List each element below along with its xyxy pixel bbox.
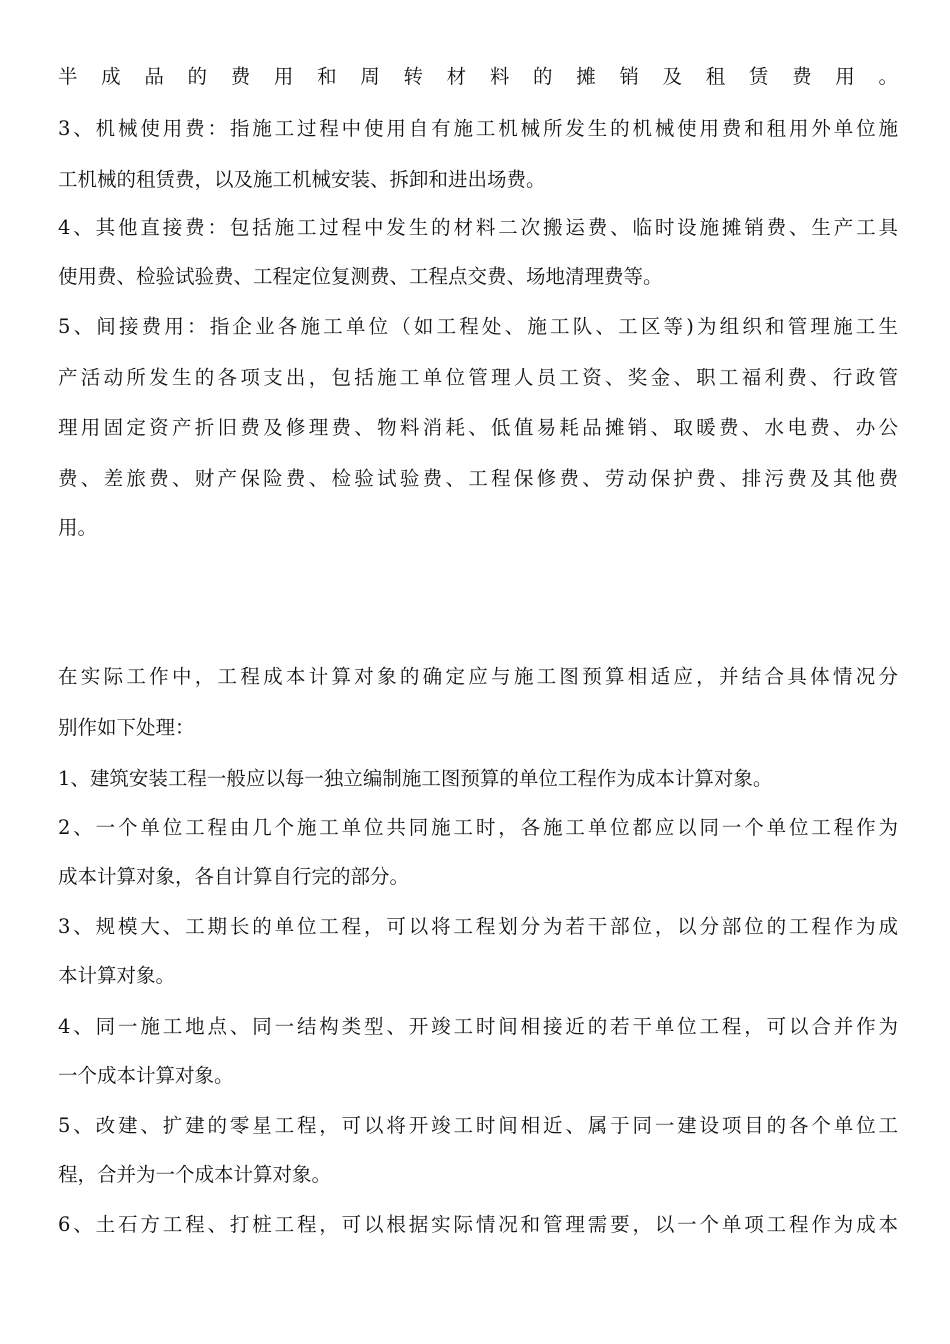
text-line: 别作如下处理：	[58, 716, 195, 739]
text-line: 4、同一施工地点、同一结构类型、开竣工时间相接近的若干单位工程，可以合并作为	[58, 1015, 898, 1038]
text-line: 半成品的费用和周转材料的摊销及租赁费用。	[58, 65, 898, 88]
text-line: 理用固定资产折旧费及修理费、物料消耗、低值易耗品摊销、取暖费、水电费、办公	[58, 416, 898, 439]
text-line: 成本计算对象，各自计算自行完的部分。	[58, 865, 410, 888]
text-line: 4、其他直接费：包括施工过程中发生的材料二次搬运费、临时设施摊销费、生产工具	[58, 216, 898, 239]
text-line: 5、改建、扩建的零星工程，可以将开竣工时间相近、属于同一建设项目的各个单位工	[58, 1114, 898, 1137]
text-line: 6、土石方工程、打桩工程，可以根据实际情况和管理需要，以一个单项工程作为成本	[58, 1213, 898, 1236]
text-line: 一个成本计算对象。	[58, 1064, 234, 1087]
text-line: 使用费、检验试验费、工程定位复测费、工程点交费、场地清理费等。	[58, 265, 663, 288]
text-line: 工机械的租赁费，以及施工机械安装、拆卸和进出场费。	[58, 168, 546, 191]
text-line: 3、机械使用费：指施工过程中使用自有施工机械所发生的机械使用费和租用外单位施	[58, 117, 898, 140]
text-line: 在实际工作中，工程成本计算对象的确定应与施工图预算相适应，并结合具体情况分	[58, 665, 898, 688]
text-line: 3、规模大、工期长的单位工程，可以将工程划分为若干部位，以分部位的工程作为成	[58, 915, 898, 938]
text-line: 本计算对象。	[58, 964, 176, 987]
text-line: 费、差旅费、财产保险费、检验试验费、工程保修费、劳动保护费、排污费及其他费	[58, 467, 898, 490]
text-line: 用。	[58, 516, 98, 539]
text-line: 1、建筑安装工程一般应以每一独立编制施工图预算的单位工程作为成本计算对象。	[58, 767, 773, 790]
text-line: 2、一个单位工程由几个施工单位共同施工时，各施工单位都应以同一个单位工程作为	[58, 816, 898, 839]
text-line: 程，合并为一个成本计算对象。	[58, 1163, 332, 1186]
text-line: 产活动所发生的各项支出，包括施工单位管理人员工资、奖金、职工福利费、行政管	[58, 366, 898, 389]
text-line: 5、间接费用：指企业各施工单位（如工程处、施工队、工区等)为组织和管理施工生	[58, 315, 898, 338]
